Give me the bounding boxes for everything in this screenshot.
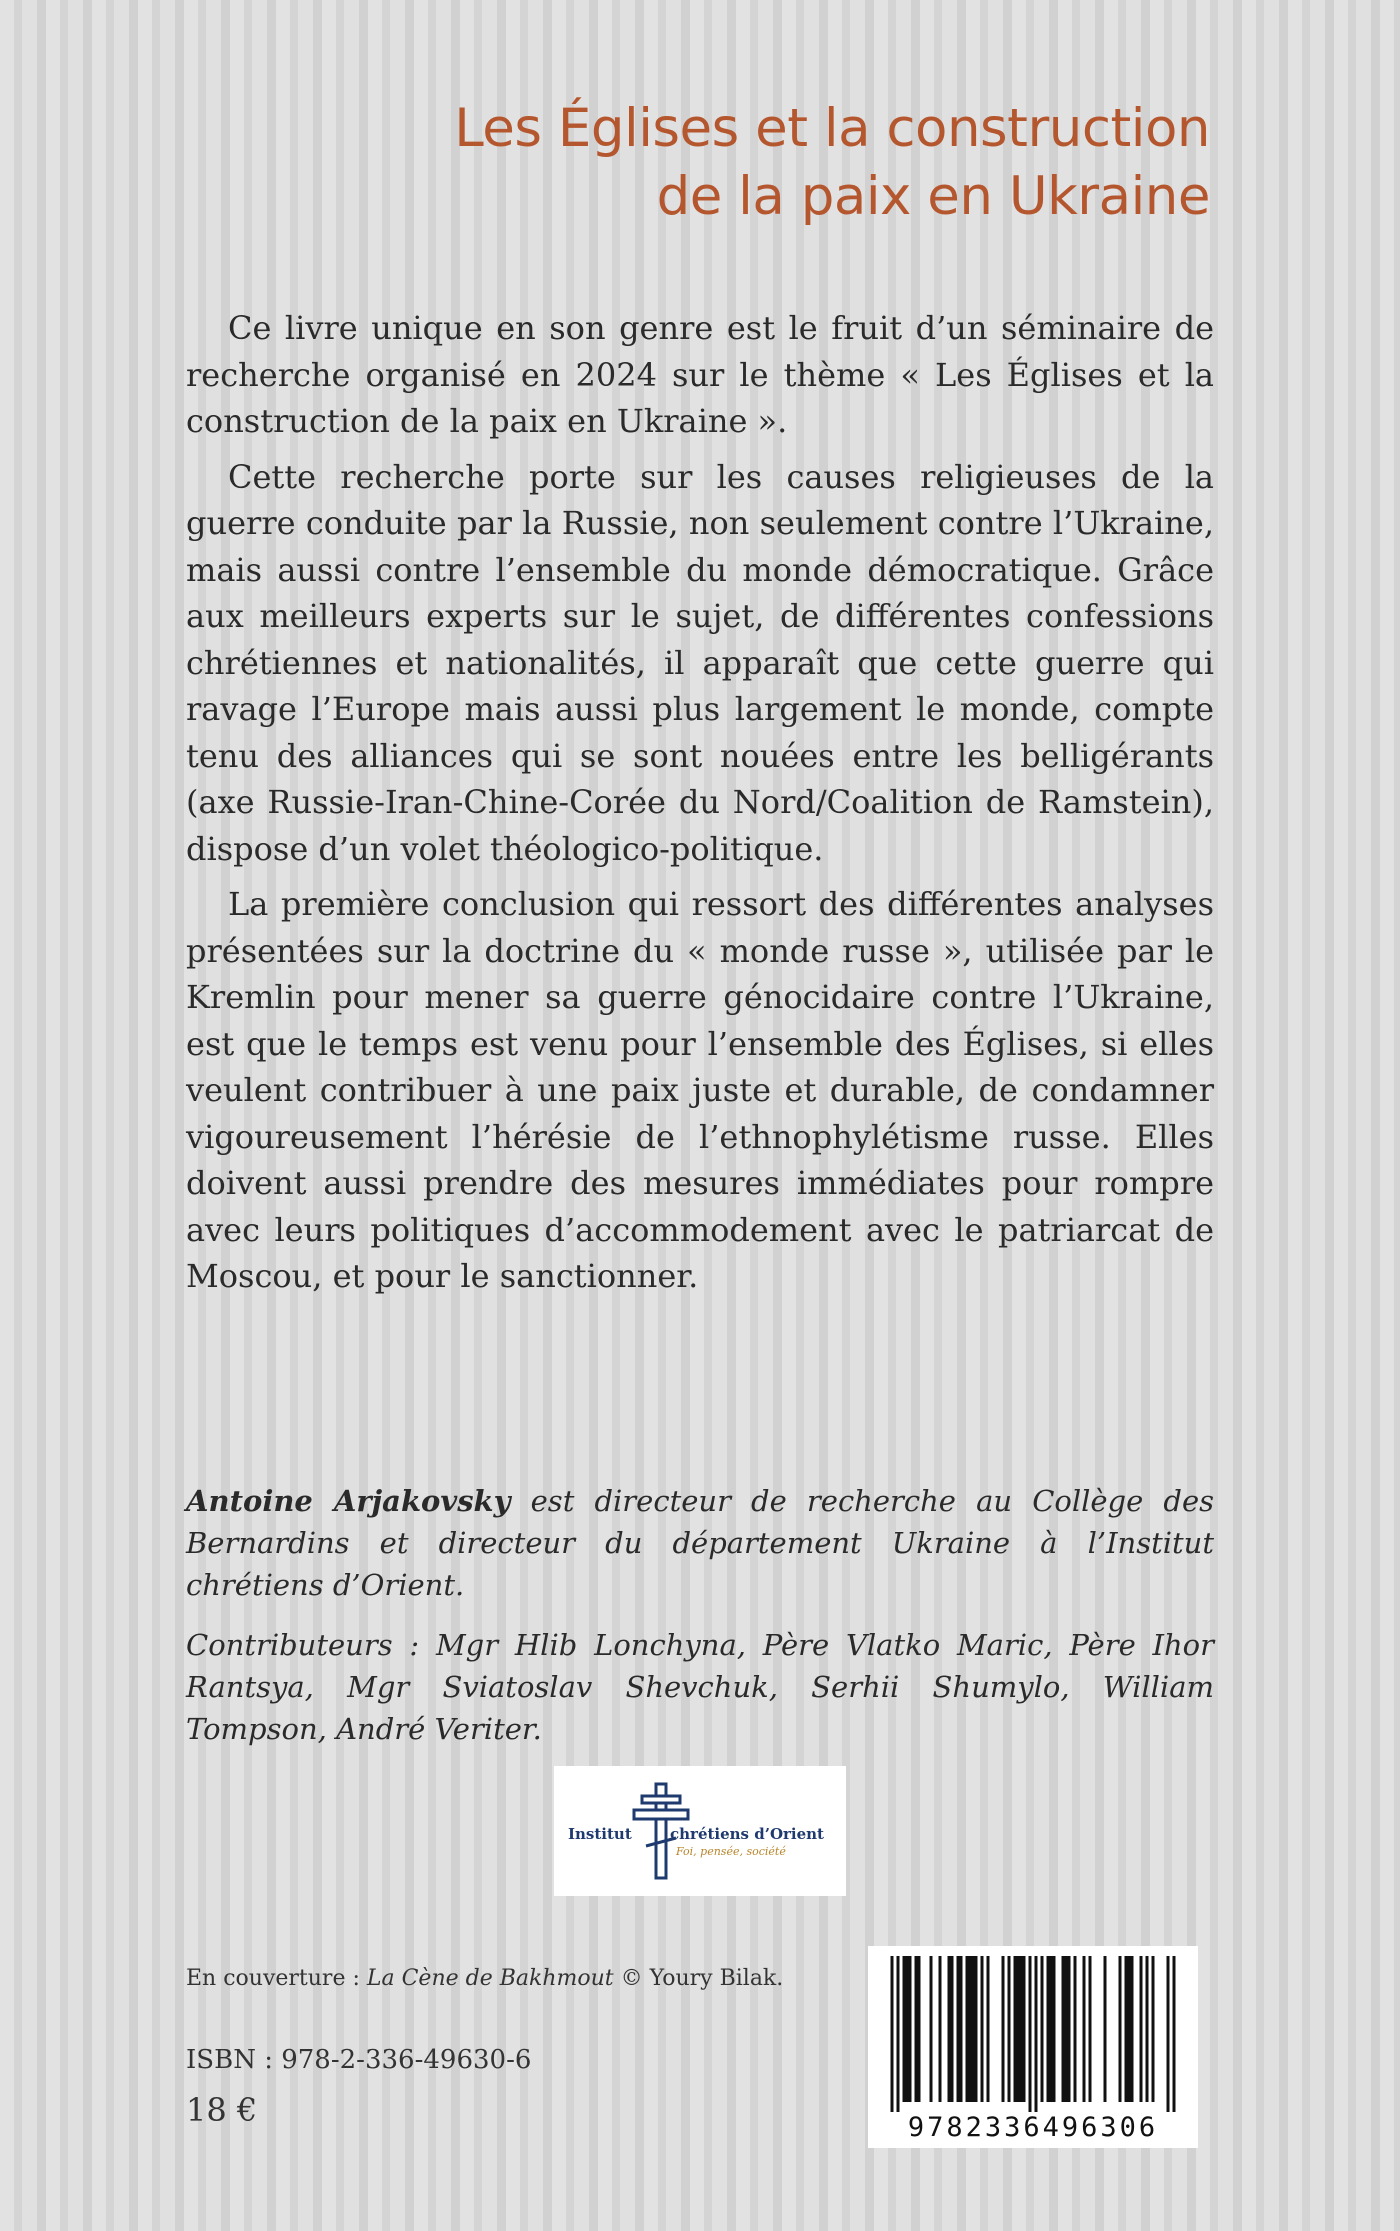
author-name: Antoine Arjakovsky [186, 1484, 511, 1518]
isbn: ISBN : 978-2-336-49630-6 [186, 2045, 532, 2075]
barcode-bar [1014, 1956, 1017, 2102]
barcode-bar [1104, 1956, 1107, 2102]
barcode-bar [1065, 1956, 1068, 2102]
author-section [186, 1480, 1214, 1768]
blurb-paragraph-2: Cette recherche porte sur les causes religieuses de la guerre conduite par la Russie, non seulement contre l’Ukraine, mais aussi contre l’ensemble du monde démocratique. Grâce aux meilleurs experts sur le sujet, de différentes confessions chrétiennes et nationalités, il apparaît que cette guerre qui ravage l’Europe mais aussi plus largement le monde, compte tenu des alliances qui se sont nouées entre les belligérants (axe Russie-Iran-Chine-Corée du Nord/Coalition de Ramstein), dispose d’un volet théologico-politique. [186, 457, 1214, 868]
title-line-2: de la paix en Ukraine [656, 166, 1210, 227]
logo-word-institut: Institut [568, 1825, 632, 1843]
barcode-bar [1023, 1956, 1026, 2102]
title-line-1: Les Églises et la construction [454, 98, 1210, 159]
credit-suffix: © Youry Bilak. [613, 1966, 784, 1991]
barcode-bar [1074, 1956, 1077, 2102]
barcode-bar [939, 1956, 942, 2102]
barcode-bar [903, 1956, 906, 2102]
cover-credit [186, 1966, 783, 1991]
blurb-paragraph-3: La première conclusion qui ressort des différentes analyses présentées sur la doctrine du « monde russe », utilisée par le Kremlin pour mener sa guerre génocidaire contre l’Ukraine, est que le temps est venu pour l’ensemble des Églises, si elles veulent contribuer à une paix juste et durable, de condamner vigoureusement l’hérésie de l’ethnophylétisme russe. Elles doivent aussi prendre des mesures immédiates pour rompre avec leurs politiques d’accommodement avec le patriarcat de Moscou, et pour le sanctionner. [186, 885, 1214, 1295]
barcode-bar [948, 1956, 951, 2102]
barcode-bar [1125, 1956, 1128, 2102]
barcode-bar [1029, 1956, 1032, 2112]
contributors: Contributeurs : Mgr Hlib Lonchyna, Père Vlatko Maric, Père Ihor Rantsya, Mgr Sviatoslav Shevchuk, Serhii Shumylo, William Tompson, André Veriter. [186, 1628, 1214, 1746]
barcode-bar [1119, 1956, 1122, 2102]
book-title [310, 95, 1210, 231]
publisher-logo [554, 1766, 846, 1896]
credit-prefix: En couverture : [186, 1966, 367, 1991]
barcode-bar [1140, 1956, 1143, 2102]
barcode-bar [1035, 1956, 1038, 2112]
author-bio [186, 1480, 1214, 1606]
barcode-bar [1083, 1956, 1086, 2102]
author-bio-text: est directeur de recherche au Collège des Bernardins et directeur du département Ukraine à l’Institut chrétiens d’Orient. [186, 1484, 1215, 1602]
barcode-bar [969, 1956, 972, 2102]
barcode-bar [1053, 1956, 1056, 2102]
blurb-paragraph-1: Ce livre unique en son genre est le fruit d’un séminaire de recherche organisé en 2024 sur le thème « Les Églises et la construction de la paix en Ukraine ». [186, 309, 1214, 440]
logo-tagline: Foi, pensée, société [676, 1845, 786, 1858]
barcode-bar [915, 1956, 918, 2102]
barcode-bar [1146, 1956, 1149, 2102]
barcode-bar [1050, 1956, 1053, 2102]
barcode-bar [891, 1956, 894, 2112]
barcode-bar [981, 1956, 984, 2102]
barcode-bar [1128, 1956, 1131, 2102]
barcode-digits: 9782336496306 [907, 2112, 1159, 2143]
logo-word-chretiens: chrétiens d’Orient [670, 1825, 824, 1843]
barcode-bar [987, 1956, 990, 2102]
barcode-bar [906, 1956, 909, 2102]
barcode-bar [1002, 1956, 1005, 2102]
barcode-bar [1047, 1956, 1050, 2102]
blurb [186, 305, 1214, 1309]
barcode-bar [1131, 1956, 1134, 2102]
barcode-bar [918, 1956, 921, 2102]
barcode-bar [1020, 1956, 1023, 2102]
barcode-bar [1167, 1956, 1170, 2112]
barcode-bar [930, 1956, 933, 2102]
barcode-bar [960, 1956, 963, 2102]
price: 18 € [186, 2091, 258, 2129]
barcode-bar [1152, 1956, 1155, 2102]
barcode-bar [957, 1956, 960, 2102]
barcode-bar [1068, 1956, 1071, 2102]
barcode-bar [1062, 1956, 1065, 2102]
barcode-bar [1008, 1956, 1011, 2102]
barcode-bar [1041, 1956, 1044, 2102]
barcode-bars [891, 1956, 1176, 2112]
barcode-bar [951, 1956, 954, 2102]
barcode-bar [909, 1956, 912, 2102]
barcode-bar [1017, 1956, 1020, 2102]
barcode-bar [972, 1956, 975, 2102]
barcode-bar [966, 1956, 969, 2102]
barcode-bar [1173, 1956, 1176, 2112]
credit-work: La Cène de Bakhmout [366, 1966, 614, 1991]
barcode-bar [1089, 1956, 1092, 2102]
barcode-bar [975, 1956, 978, 2102]
barcode [868, 1946, 1198, 2148]
barcode-bar [897, 1956, 900, 2112]
